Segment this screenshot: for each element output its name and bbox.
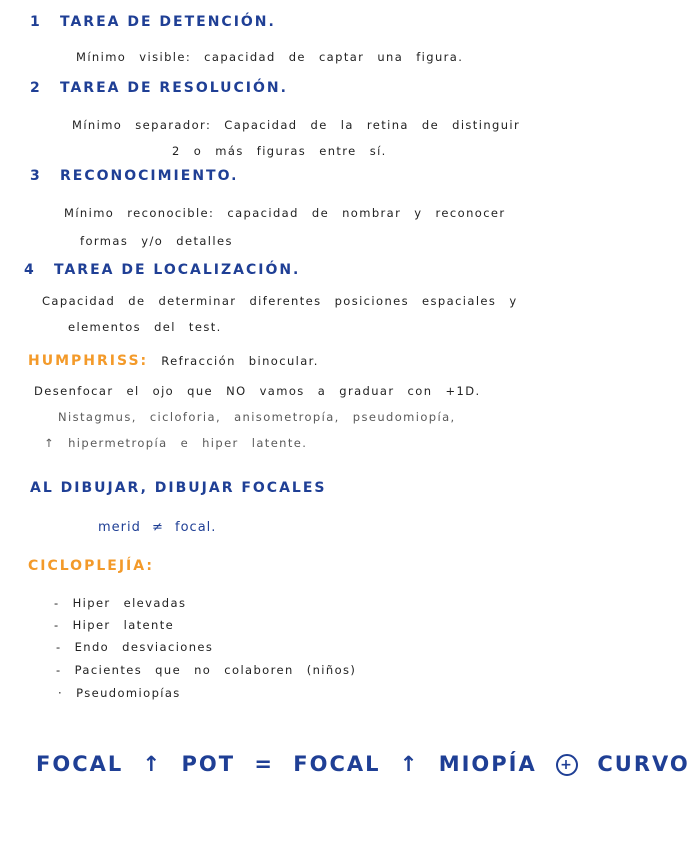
humphriss-heading bbox=[28, 350, 319, 369]
section-2-line-1: Mínimo separador: Capacidad de la retina de distinguir bbox=[72, 118, 521, 132]
humphriss-title: HUMPHRISS: bbox=[28, 353, 149, 369]
humphriss-line-2: Nistagmus, cicloforia, anisometropía, pseudomiopía, bbox=[58, 410, 456, 424]
cicloplejia-title: CICLOPLEJÍA: bbox=[28, 558, 154, 574]
section-4-number: 4 bbox=[24, 262, 36, 278]
humphriss-line-1: Desenfocar el ojo que NO vamos a graduar con +1D. bbox=[34, 384, 481, 398]
section-3-heading bbox=[30, 168, 239, 184]
section-1-number: 1 bbox=[30, 14, 42, 30]
cicloplejia-item-2: - Hiper latente bbox=[54, 618, 175, 632]
cicloplejia-item-1: - Hiper elevadas bbox=[54, 596, 187, 610]
section-1-line-1: Mínimo visible: capacidad de captar una figura. bbox=[76, 50, 464, 64]
section-3-number: 3 bbox=[30, 168, 42, 184]
formula bbox=[36, 752, 690, 776]
section-4-heading bbox=[24, 262, 300, 278]
humphriss-line-3: ↑ hipermetropía e hiper latente. bbox=[44, 436, 308, 450]
section-1-heading bbox=[30, 14, 276, 30]
section-1-title: TAREA DE DETENCIÓN. bbox=[60, 14, 276, 30]
section-2-line-2: 2 o más figuras entre sí. bbox=[172, 144, 387, 158]
cicloplejia-item-3: - Endo desviaciones bbox=[56, 640, 214, 654]
formula-left: FOCAL ↑ POT = FOCAL ↑ MIOPÍA bbox=[36, 752, 537, 776]
section-3-line-2: formas y/o detalles bbox=[80, 234, 233, 248]
formula-right: CURVO bbox=[597, 752, 690, 776]
section-2-heading bbox=[30, 80, 288, 96]
humphriss-subtitle: Refracción binocular. bbox=[161, 354, 319, 368]
cicloplejia-item-4: - Pacientes que no colaboren (niños) bbox=[56, 663, 357, 677]
section-4-line-1: Capacidad de determinar diferentes posiciones espaciales y bbox=[42, 294, 518, 308]
dibujar-note: merid ≠ focal. bbox=[98, 520, 217, 535]
plus-circle-icon: + bbox=[556, 754, 578, 776]
section-3-title: RECONOCIMIENTO. bbox=[60, 168, 239, 184]
section-4-line-2: elementos del test. bbox=[68, 320, 222, 334]
cicloplejia-item-5: · Pseudomiopías bbox=[58, 686, 181, 700]
section-4-title: TAREA DE LOCALIZACIÓN. bbox=[54, 262, 301, 278]
section-3-line-1: Mínimo reconocible: capacidad de nombrar y reconocer bbox=[64, 206, 506, 220]
section-2-number: 2 bbox=[30, 80, 42, 96]
section-2-title: TAREA DE RESOLUCIÓN. bbox=[60, 80, 288, 96]
dibujar-title: AL DIBUJAR, DIBUJAR FOCALES bbox=[30, 480, 327, 496]
